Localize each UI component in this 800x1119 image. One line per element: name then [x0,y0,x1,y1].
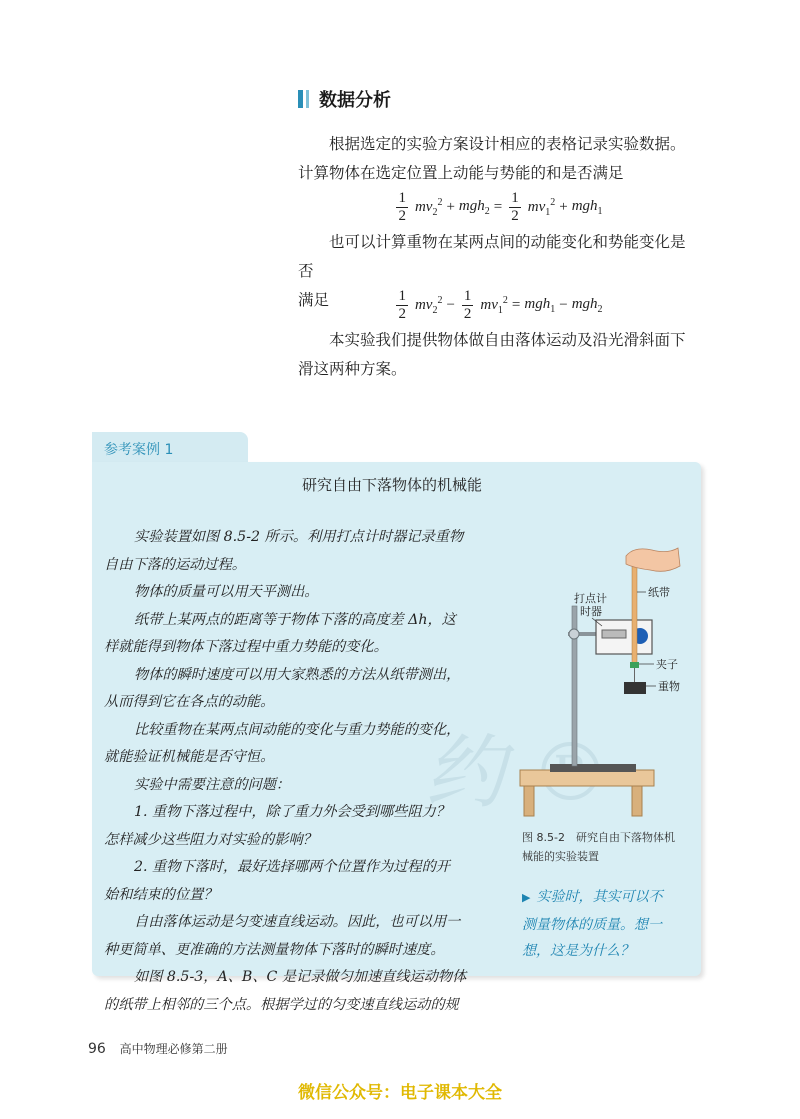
case-line: 怎样减少这些阻力对实验的影响？ [104,831,317,848]
wechat-banner: 微信公众号：电子课本大全 [298,1083,502,1103]
section-title: 数据分析 [319,90,391,111]
heading-marker-light [306,90,309,108]
note-line: 实验时，其实可以不 [536,889,663,905]
intro-paragraph-3 [298,326,698,384]
intro-line: 本实验我们提供物体做自由落体运动及沿光滑斜面下 [329,331,686,349]
page-footer [88,1040,228,1057]
table-top [520,770,654,786]
case-line: 1. 重物下落过程中，除了重力外会受到哪些阻力？ [134,804,450,820]
case-tab [92,432,248,466]
intro-line: 满足 [298,291,330,309]
case-line: 就能验证机械能是否守恒。 [104,749,275,765]
case-line: 实验中需要注意的问题： [134,776,291,793]
clip [630,662,639,668]
stand-base [550,764,636,772]
case-line: 实验装置如图 8.5-2 所示。利用打点计时器记录重物 [134,529,464,545]
case-body [104,524,500,1019]
case-line: 物体的质量可以用天平测出。 [134,584,319,600]
page-number: 96 [88,1041,106,1057]
intro-line: 根据选定的实验方案设计相应的表格记录实验数据。 [329,135,686,153]
label-timer-2: 时器 [580,605,602,618]
case-title: 研究自由下落物体的机械能 [301,476,482,494]
label-timer-1: 打点计 [574,592,607,605]
case-line: 比较重物在某两点间动能的变化与重力势能的变化， [134,721,461,738]
timer-coil [602,630,626,638]
paper-tape [632,554,637,666]
table-leg [524,786,534,816]
case-line: 样就能得到物体下落过程中重力势能的变化。 [104,639,388,655]
caption-line: 图 8.5-2 研究自由下落物体机 [522,831,675,844]
triangle-icon: ▶ [522,891,531,904]
label-clip: 夹子 [656,658,678,671]
intro-line: 计算物体在选定位置上动能与势能的和是否满足 [298,164,624,182]
label-tape: 纸带 [648,586,670,599]
case-line: 自由落体运动是匀变速直线运动。因此，也可以用一 [134,914,461,930]
table-leg [632,786,642,816]
note-line: 想，这是为什么？ [522,943,634,959]
equation-2: $\frac{1}{2}$ $mv_2^2$ − $\frac{1}{2}$ $mv_1^2$ = mgh$_1$ − mgh$_2$ [398,288,603,322]
clamp-knob [569,629,579,639]
book-title: 高中物理必修第二册 [119,1042,228,1056]
case-line: 始和结束的位置？ [104,886,218,903]
intro-line: 也可以计算重物在某两点间的动能变化和势能变化是否 [298,233,686,280]
apparatus-diagram [514,536,694,821]
case-line: 从而得到它在各点的动能。 [104,694,275,710]
case-line: 物体的瞬时速度可以用大家熟悉的方法从纸带测出， [134,666,461,683]
case-line: 种更简单、更准确的方法测量物体下落时的瞬时速度。 [104,941,445,958]
section-heading [298,86,391,112]
case-line: 纸带上某两点的距离等于物体下落的高度差 Δh，这 [134,611,456,628]
intro-paragraph-1 [298,130,698,188]
case-line: 2. 重物下落时，最好选择哪两个位置作为过程的开 [134,859,450,875]
case-line: 的纸带上相邻的三个点。根据学过的匀变速直线运动的规 [104,996,459,1013]
intro-line: 滑这两种方案。 [298,360,407,378]
case-line: 如图 8.5-3，A、B、C 是记录做匀加速直线运动物体 [134,969,467,985]
case-line: 自由下落的运动过程。 [104,556,246,573]
note-line: 测量物体的质量。想一 [522,916,662,933]
caption-line: 械能的实验装置 [522,850,599,863]
side-note [522,884,698,965]
figure-caption [522,828,694,866]
case-tab-label: 参考案例 1 [104,442,174,458]
weight [624,682,646,694]
label-weight: 重物 [658,680,680,693]
heading-marker [298,90,303,108]
equation-1: $\frac{1}{2}$ $mv_2^2$ + mgh$_2$ = $\frac{1}{2}$ $mv_1^2$ + mgh$_1$ [398,190,603,224]
